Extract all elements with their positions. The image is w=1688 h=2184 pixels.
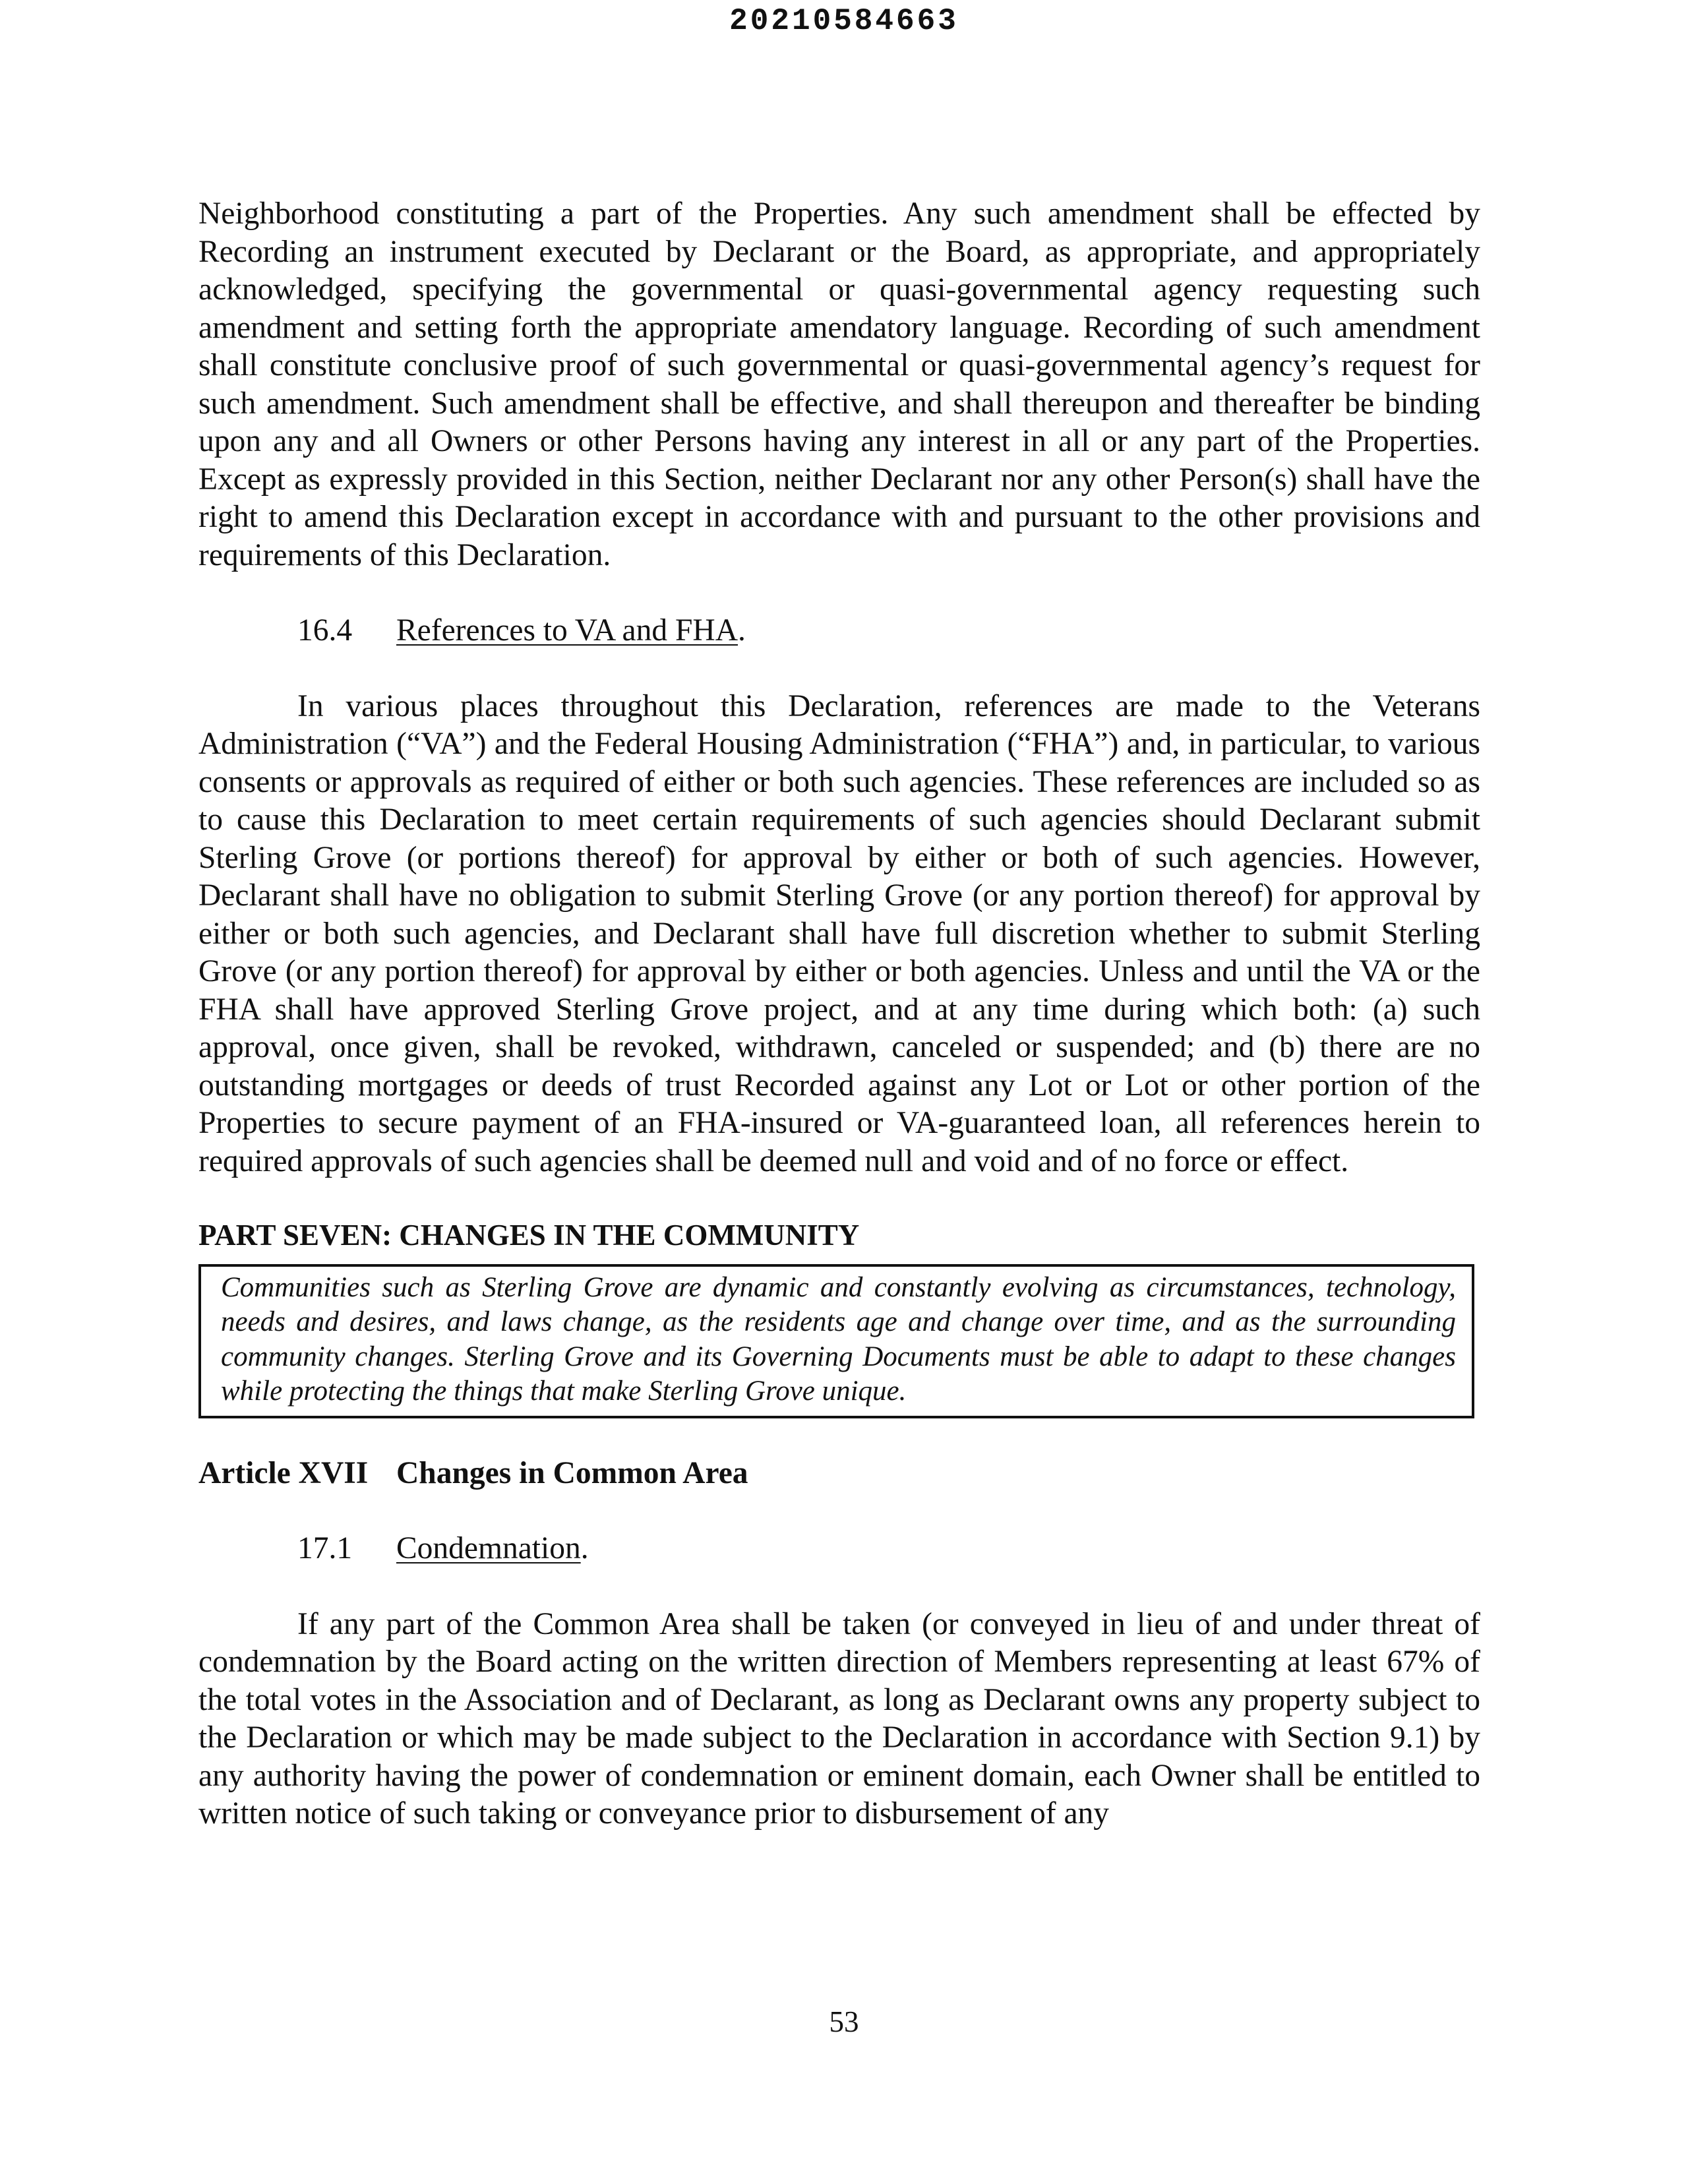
section-title: References to VA and FHA <box>396 613 738 648</box>
callout-box <box>198 1264 1474 1418</box>
page-body <box>198 195 1480 1833</box>
paragraph-va-fha: In various places throughout this Declaration, references are made to the Veterans Administration (“VA”) and the Federal Housing Administration (“FHA”) and, in particular, to various consents or approvals as required of either or both such agencies. These references are included so as to cause this Declaration to meet certain requirements of such agencies should Declarant submit Sterling Grove (or portions thereof) for approval by either or both of such agencies. However, Declarant shall have no obligation to submit Sterling Grove (or any portion thereof) for approval by either or both such agencies, and Declarant shall have full discretion whether to submit Sterling Grove (or any portion thereof) for approval by either or both agencies. Unless and until the VA or the FHA shall have approved Sterling Grove project, and at any time during which both: (a) such approval, once given, shall be revoked, withdrawn, canceled or suspended; and (b) there are no outstanding mortgages or deeds of trust Recorded against any Lot or Lot or other portion of the Properties to secure payment of an FHA-insured or VA-guaranteed loan, all references herein to required approvals of such agencies shall be deemed null and void and of no force or effect. <box>198 688 1480 1178</box>
article-number: Article XVII <box>198 1455 369 1490</box>
part-heading: PART SEVEN: CHANGES IN THE COMMUNITY <box>198 1219 860 1252</box>
callout-text: Communities such as Sterling Grove are dynamic and constantly evolving as circumstances, technology, needs and desires, and laws change, as the residents age and change over time, and as the surrounding community changes. Sterling Grove and its Governing Documents must be able to adapt to these changes while protecting the things that make Sterling Grove unique. <box>221 1271 1456 1407</box>
section-number: 17.1 <box>297 1531 353 1565</box>
document-number: 20210584663 <box>729 4 959 38</box>
article-title: Changes in Common Area <box>396 1455 748 1490</box>
section-title-period: . <box>580 1531 589 1565</box>
section-number: 16.4 <box>297 613 353 648</box>
section-title-period: . <box>738 613 746 648</box>
page-number: 53 <box>829 2005 859 2038</box>
article-heading <box>198 1455 1480 1493</box>
section-heading-16-4 <box>198 612 1480 650</box>
paragraph-amendment-continued: Neighborhood constituting a part of the Properties. Any such amendment shall be effected by Recording an instrument executed by Declarant or the Board, as appropriate, and appropriately acknowledged, specifying the governmental or quasi-governmental agency requesting such amendment and setting forth the appropriate amendatory language. Recording of such amendment shall constitute conclusive proof of such governmental or quasi-governmental agency’s request for such amendment. Such amendment shall be effective, and shall thereupon and thereafter be binding upon any and all Owners or other Persons having any interest in all or any part of the Properties. Except as expressly provided in this Section, neither Declarant nor any other Person(s) shall have the right to amend this Declaration except in accordance with and pursuant to the other provisions and requirements of this Declaration. <box>198 197 1480 572</box>
section-title: Condemnation <box>396 1531 581 1565</box>
paragraph-condemnation: If any part of the Common Area shall be taken (or conveyed in lieu of and under threat of condemnation by the Board acting on the written direction of Members representing at least 67% of the total votes in the Association and of Declarant, as long as Declarant owns any property subject to the Declaration or which may be made subject to the Declaration in accordance with Section 9.1) by any authority having the power of condemnation or eminent domain, each Owner shall be entitled to written notice of such taking or conveyance prior to disbursement of any <box>198 1606 1480 1831</box>
section-heading-17-1 <box>198 1530 1480 1568</box>
